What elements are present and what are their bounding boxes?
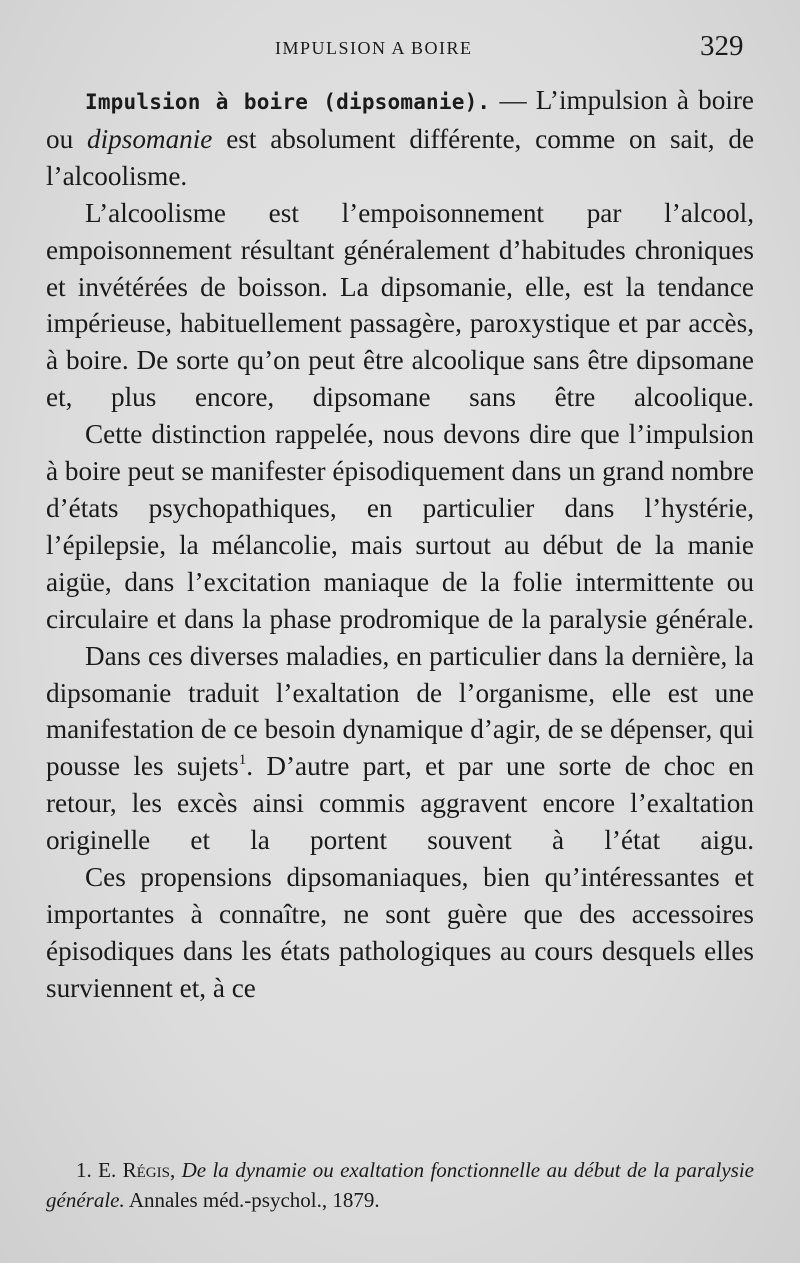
footnote-source: Annales méd.-psychol., 1879. [124, 1188, 380, 1212]
footnote-author-name: Régis [122, 1158, 170, 1182]
running-title: IMPULSION A BOIRE [275, 38, 473, 58]
paragraph-4 [46, 638, 754, 859]
paragraph-4-continuation: . D’autre part, et par une sorte de choc en retour, les excès ainsi commis aggravent encore l’exaltation originelle et la portent souvent à l’état aigu. [46, 751, 755, 856]
paragraph-2: L’alcoolisme est l’empoisonnement par l’alcool, empoisonnement résultant généralement d’habitudes chroniques et invétérées de boisson. La dipsomanie, elle, est la tendance impérieuse, habituellement passagère, paroxystique et par accès, à boire. De sorte qu’on peut être alcoolique sans être dipsomane et, plus encore, dipsomane sans être alcoolique. [46, 197, 754, 413]
footnote-comma: , [169, 1158, 182, 1182]
footnote-text [46, 1155, 754, 1215]
paragraph-1 [46, 82, 754, 195]
paragraph-4-text: Dans ces diverses maladies, en particulier dans la dernière, la dipsomanie traduit l’exaltation de l’organisme, elle est une manifestation de ce besoin dynamique d’agir, de se dépenser, qui pousse les sujets [46, 640, 754, 782]
footnote-author-initial: E. [98, 1158, 123, 1182]
footnote-title: De la dynamie ou exaltation fonctionnelle au début de la paralysie générale. [46, 1158, 755, 1212]
paragraph-3: Cette distinction rappelée, nous devons dire que l’impulsion à boire peut se manifester épisodiquement dans un grand nombre d’états psychopathiques, en particulier dans l’hystérie, l’épilepsie, la mélancolie, mais surtout au début de la manie aigüe, dans l’excitation maniaque de la folie intermittente ou circulaire et dans la phase prodromique de la paralysie générale. [46, 419, 754, 634]
paragraph-1-italic-term: dipsomanie [87, 123, 213, 154]
footnote-reference: 1 [238, 752, 247, 769]
page-number: 329 [700, 30, 744, 62]
section-subheading: Impulsion à boire (dipsomanie). [85, 90, 491, 114]
footnote [46, 1155, 754, 1215]
paragraph-5: Ces propensions dipsomaniaques, bien qu’intéressantes et importantes à connaître, ne sont guère que des accessoires épisodiques dans les états pathologiques au cours desquels elles surviennent et, à ce [46, 862, 754, 1003]
paragraph-1-lead: — L’impulsion à boire ou [46, 85, 754, 154]
footnote-number: 1. [76, 1158, 92, 1182]
body-text [46, 82, 754, 1007]
paragraph-1-rest: est absolument différente, comme on sait, de l’alcoolisme. [46, 123, 755, 191]
page-header [0, 30, 800, 68]
